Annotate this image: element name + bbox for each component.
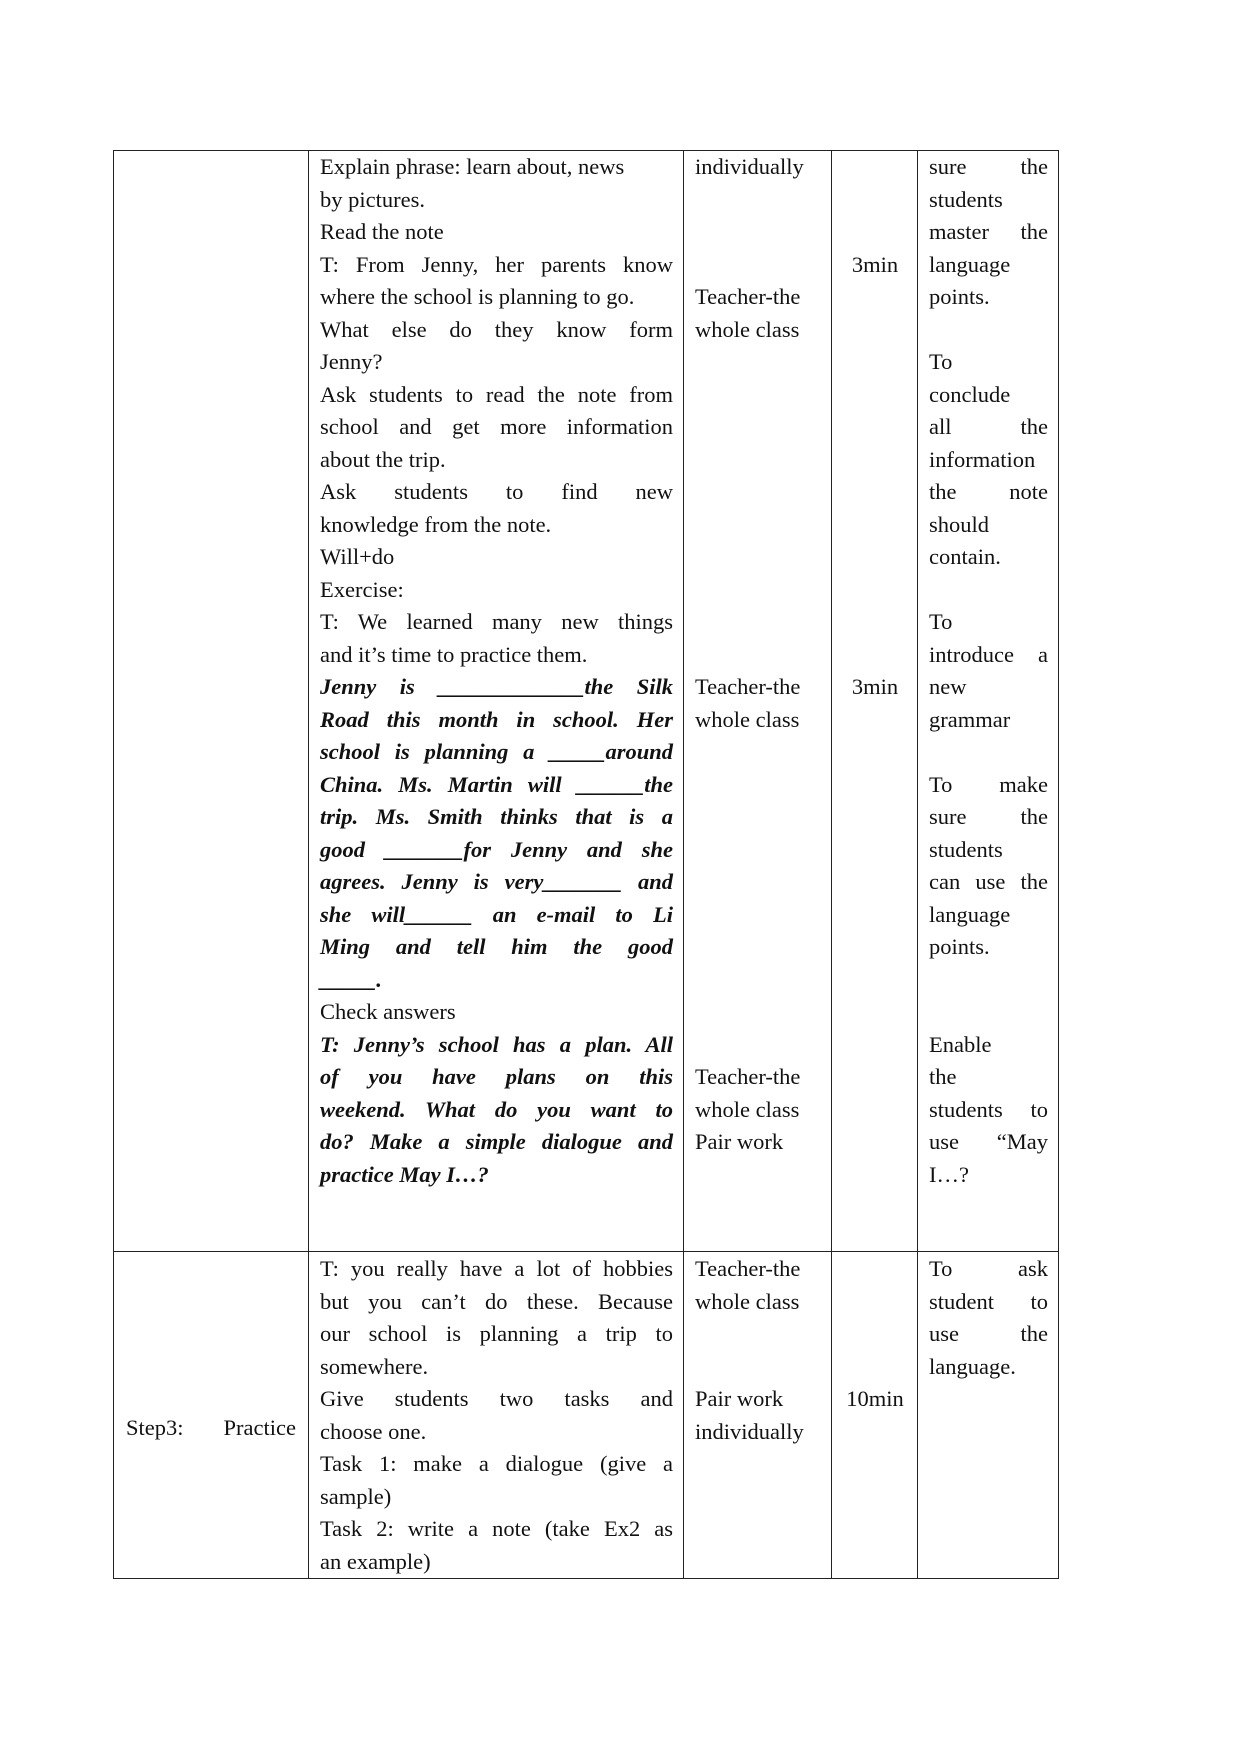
- purpose-line: can use the: [929, 869, 1048, 894]
- activity-line: Explain phrase: learn about, news: [320, 154, 625, 179]
- dialogue-line: practice May I…?: [320, 1161, 489, 1187]
- activity-line: our school is planning a trip to: [320, 1321, 673, 1346]
- purpose-line: Enable: [929, 1031, 992, 1057]
- exercise-line: agrees. Jenny is very_______ and: [320, 869, 673, 894]
- organization-text: Pair work: [695, 1386, 784, 1411]
- organization-text: Teacher-the: [695, 674, 801, 699]
- time-text: 3min: [851, 674, 899, 699]
- organization-cell: [684, 1252, 832, 1579]
- activity-line: Give students two tasks and: [320, 1386, 673, 1411]
- organization-text: individually: [695, 1418, 804, 1444]
- purpose-line: the note: [929, 479, 1048, 504]
- purpose-line: contain.: [929, 544, 1001, 569]
- step-cell: [114, 151, 309, 1252]
- dialogue-line: do? Make a simple dialogue and: [320, 1129, 673, 1154]
- table-row: [114, 151, 1059, 1252]
- exercise-line: Road this month in school. Her: [320, 706, 673, 732]
- activity-line: Read the note: [320, 219, 444, 244]
- organization-text: Pair work: [695, 1129, 784, 1154]
- step-label: Step3:: [126, 1415, 184, 1440]
- activity-line: What else do they know form: [320, 316, 673, 342]
- activity-line: T: We learned many new things: [320, 609, 673, 634]
- purpose-line: To make: [929, 771, 1048, 797]
- purpose-cell: [918, 1252, 1059, 1579]
- purpose-line: grammar: [929, 706, 1011, 732]
- exercise-line: she will______ an e-mail to Li: [320, 901, 673, 927]
- time-cell: [832, 151, 918, 1252]
- activity-line: where the school is planning to go.: [320, 284, 635, 309]
- purpose-line: To: [929, 349, 953, 374]
- activity-line: by pictures.: [320, 186, 425, 212]
- exercise-line: China. Ms. Martin will ______the: [320, 771, 673, 797]
- step-cell: [114, 1252, 309, 1579]
- activity-line: Jenny?: [320, 349, 383, 374]
- organization-text: whole class: [695, 1096, 800, 1122]
- table-row: [114, 1252, 1059, 1579]
- exercise-line: Jenny is _____________the Silk: [320, 674, 673, 699]
- activity-line: school and get more information: [320, 414, 673, 439]
- exercise-line: good _______for Jenny and she: [320, 836, 673, 862]
- activity-line: Task 2: write a note (take Ex2 as: [320, 1516, 673, 1541]
- purpose-line: points.: [929, 284, 990, 309]
- activity-line: sample): [320, 1483, 392, 1509]
- time-cell: [832, 1252, 918, 1579]
- dialogue-line: weekend. What do you want to: [320, 1096, 673, 1122]
- organization-text: whole class: [695, 1288, 800, 1314]
- purpose-line: use the: [929, 1321, 1048, 1346]
- organization-text: whole class: [695, 316, 800, 342]
- purpose-line: conclude: [929, 381, 1011, 407]
- dialogue-line: of you have plans on this: [320, 1064, 673, 1089]
- organization-text: Teacher-the: [695, 1064, 801, 1089]
- purpose-line: sure the: [929, 804, 1048, 829]
- purpose-line: master the: [929, 219, 1048, 244]
- purpose-line: language.: [929, 1353, 1016, 1379]
- exercise-line: trip. Ms. Smith thinks that is a: [320, 804, 673, 829]
- organization-text: whole class: [695, 706, 800, 732]
- purpose-line: points.: [929, 934, 990, 959]
- purpose-line: should: [929, 511, 990, 537]
- lesson-plan-table: [113, 150, 1059, 1579]
- purpose-line: students: [929, 836, 1003, 862]
- purpose-line: all the: [929, 414, 1048, 439]
- activity-cell: [309, 1252, 684, 1579]
- organization-cell: [684, 151, 832, 1252]
- organization-text: Teacher-the: [695, 284, 801, 309]
- activity-line: and it’s time to practice them.: [320, 641, 588, 667]
- activity-line: Ask students to read the note from: [320, 381, 673, 407]
- activity-line: somewhere.: [320, 1353, 429, 1379]
- purpose-line: new: [929, 674, 967, 699]
- activity-line: an example): [320, 1548, 431, 1574]
- purpose-line: student to: [929, 1288, 1048, 1314]
- time-text: 3min: [851, 251, 899, 277]
- purpose-line: introduce a: [929, 641, 1048, 667]
- purpose-line: language: [929, 251, 1011, 277]
- activity-line: Exercise:: [320, 576, 404, 602]
- activity-line: but you can’t do these. Because: [320, 1288, 673, 1314]
- exercise-line: school is planning a _____around: [320, 739, 673, 764]
- exercise-line: Ming and tell him the good: [320, 934, 673, 959]
- activity-line: Task 1: make a dialogue (give a: [320, 1451, 673, 1476]
- activity-cell: [309, 151, 684, 1252]
- exercise-line: _____.: [320, 966, 382, 992]
- organization-text: individually: [695, 154, 804, 179]
- purpose-line: To: [929, 609, 953, 634]
- purpose-cell: [918, 151, 1059, 1252]
- organization-text: Teacher-the: [695, 1256, 801, 1281]
- purpose-line: I…?: [929, 1161, 969, 1187]
- activity-line: Will+do: [320, 544, 395, 569]
- check-answers-text: Check answers: [320, 999, 456, 1024]
- purpose-line: language: [929, 901, 1011, 927]
- purpose-line: the: [929, 1064, 957, 1089]
- time-text: 10min: [846, 1386, 904, 1411]
- purpose-line: use “May: [929, 1129, 1048, 1154]
- purpose-line: students to: [929, 1096, 1048, 1122]
- purpose-line: To ask: [929, 1256, 1048, 1281]
- purpose-line: sure the: [929, 154, 1048, 179]
- purpose-line: information: [929, 446, 1036, 472]
- dialogue-line: T: Jenny’s school has a plan. All: [320, 1031, 673, 1057]
- activity-line: Ask students to find new: [320, 479, 673, 504]
- activity-line: knowledge from the note.: [320, 511, 552, 537]
- activity-line: choose one.: [320, 1418, 427, 1444]
- activity-line: about the trip.: [320, 446, 446, 472]
- activity-line: T: you really have a lot of hobbies: [320, 1256, 673, 1281]
- step-name: Practice: [223, 1415, 296, 1440]
- purpose-line: students: [929, 186, 1003, 212]
- activity-line: T: From Jenny, her parents know: [320, 251, 673, 277]
